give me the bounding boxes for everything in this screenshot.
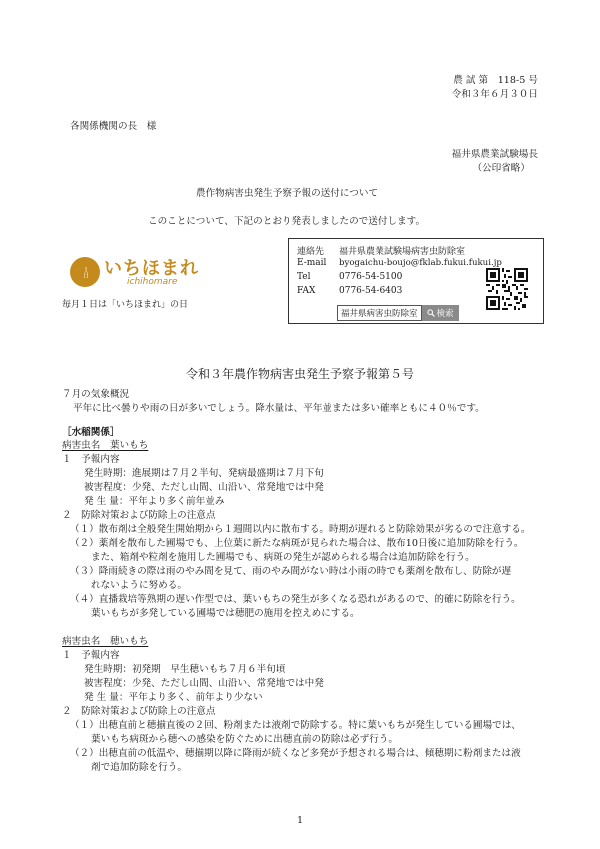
pest2-extent: 被害程度：少発、ただし山間、山沿い、常発地では中発 bbox=[84, 678, 324, 689]
search-label[interactable]: 福井県病害虫防除室 bbox=[337, 305, 422, 321]
ichihomare-logo-badge bbox=[70, 257, 100, 287]
crop-heading: ［水稲関係］ bbox=[62, 427, 120, 438]
logo-caption: 毎月１日は「いちほまれ」の日 bbox=[62, 300, 189, 310]
pest2-measures-heading: ２ 防除対策および防除上の注意点 bbox=[62, 706, 216, 717]
pest1-measure-4: （４）直播栽培等熟期の遅い作型では、葉いもちの発生が多くなる恐れがあるので、的確に防除を行う。 bbox=[70, 594, 521, 605]
document-date: 令和３年６月３０日 bbox=[451, 89, 538, 100]
weather-heading: ７月の気象概況 bbox=[62, 389, 130, 400]
pest1-measure-3b: れないように努める。 bbox=[91, 580, 187, 591]
pest1-measure-2a: （２）薬剤を散布した圃場でも、上位葉に新たな病斑が見られた場合は、散布10日後に追加防除を行う。 bbox=[70, 538, 524, 549]
search-icon bbox=[427, 309, 435, 317]
fax-value: 0776-54-6403 bbox=[339, 286, 403, 296]
pest1-measure-4b: 葉いもちが多発している圃場では穂肥の施用を控えめにする。 bbox=[91, 608, 360, 619]
pest2-measure-2a: （２）出穂直前の低温や、穂揃期以降に降雨が続くなど多発が予想される場合は、傾穂期に粉剤または液 bbox=[70, 748, 521, 759]
pest1-timing: 発生時期：進展期は７月２半旬、発病最盛期は７月下旬 bbox=[84, 468, 324, 479]
search-button-label: 検索 bbox=[436, 309, 454, 319]
logo-badge-text: １日 bbox=[81, 266, 89, 278]
pest2-name: 病害虫名 穂いもち bbox=[62, 636, 149, 647]
pest1-name: 病害虫名 葉いもち bbox=[62, 440, 149, 451]
tel-value: 0776-54-5100 bbox=[339, 272, 403, 282]
pest2-amount: 発 生 量：平年より多く、前年より少ない bbox=[84, 692, 263, 703]
sender: 福井県農業試験場長 bbox=[451, 149, 538, 160]
email-value[interactable]: byogaichu-boujo@fklab.fukui.fukui.jp bbox=[339, 258, 502, 268]
seal-note: （公印省略） bbox=[472, 163, 530, 174]
email-label: E-mail bbox=[297, 258, 327, 268]
contact-label: 連絡先 bbox=[297, 247, 325, 257]
page-number: 1 bbox=[296, 815, 304, 826]
pest2-measure-2b: 剤で追加防除を行う。 bbox=[91, 762, 187, 773]
report-title: 令和３年農作物病害虫発生予察予報第５号 bbox=[185, 367, 414, 381]
pest2-measure-1a: （１）出穂直前と穂揃直後の２回、粉剤または液剤で防除する。特に葉いもちが発生している圃場では、 bbox=[70, 720, 521, 731]
pest1-measures-heading: ２ 防除対策および防除上の注意点 bbox=[62, 510, 216, 521]
qr-code-icon[interactable] bbox=[486, 268, 528, 310]
cover-subject: 農作物病害虫発生予察予報の送付について bbox=[196, 188, 379, 199]
recipient: 各関係機関の長 様 bbox=[70, 121, 157, 132]
contact-box bbox=[288, 238, 544, 324]
fax-label: FAX bbox=[297, 286, 316, 296]
search-box[interactable] bbox=[337, 305, 459, 321]
pest2-timing: 発生時期：初発期 早生穂いもち７月６半旬頃 bbox=[84, 664, 286, 675]
pest1-forecast-heading: １ 予報内容 bbox=[62, 454, 120, 465]
pest2-forecast-heading: １ 予報内容 bbox=[62, 650, 120, 661]
contact-org: 福井県農業試験場病害虫防除室 bbox=[339, 247, 466, 257]
pest1-measure-3a: （３）降雨続きの際は雨のやみ間を見て、雨のやみ間がない時は小雨の時でも薬剤を散布し、防除が遅 bbox=[70, 566, 512, 577]
tel-label: Tel bbox=[297, 272, 311, 282]
weather-text: 平年に比べ曇りや雨の日が多いでしょう。降水量は、平年並または多い確率ともに４０％です。 bbox=[73, 403, 485, 414]
pest1-amount: 発 生 量：平年より多く前年並み bbox=[84, 496, 225, 507]
logo-name-en: ichihomare bbox=[127, 277, 178, 287]
pest1-extent: 被害程度：少発、ただし山間、山沿い、常発地では中発 bbox=[84, 482, 324, 493]
cover-message: このことについて、下記のとおり発表しましたので送付します。 bbox=[148, 216, 426, 227]
logo-name: いちほまれ bbox=[104, 258, 199, 279]
pest2-measure-1b: 葉いもち病斑から穂への感染を防ぐために出穂直前の防除は必ず行う。 bbox=[91, 734, 398, 745]
pest1-measure-2b: また、箱剤や粒剤を施用した圃場でも、病斑の発生が認められる場合は追加防除を行う。 bbox=[91, 552, 475, 563]
search-button[interactable] bbox=[422, 305, 459, 321]
document-number: 農 試 第 118-5 号 bbox=[453, 75, 538, 86]
pest1-measure-1: （１）散布剤は全般発生開始期から１週間以内に散布する。時期が遅れると防除効果が劣るので注意する。 bbox=[70, 524, 531, 535]
